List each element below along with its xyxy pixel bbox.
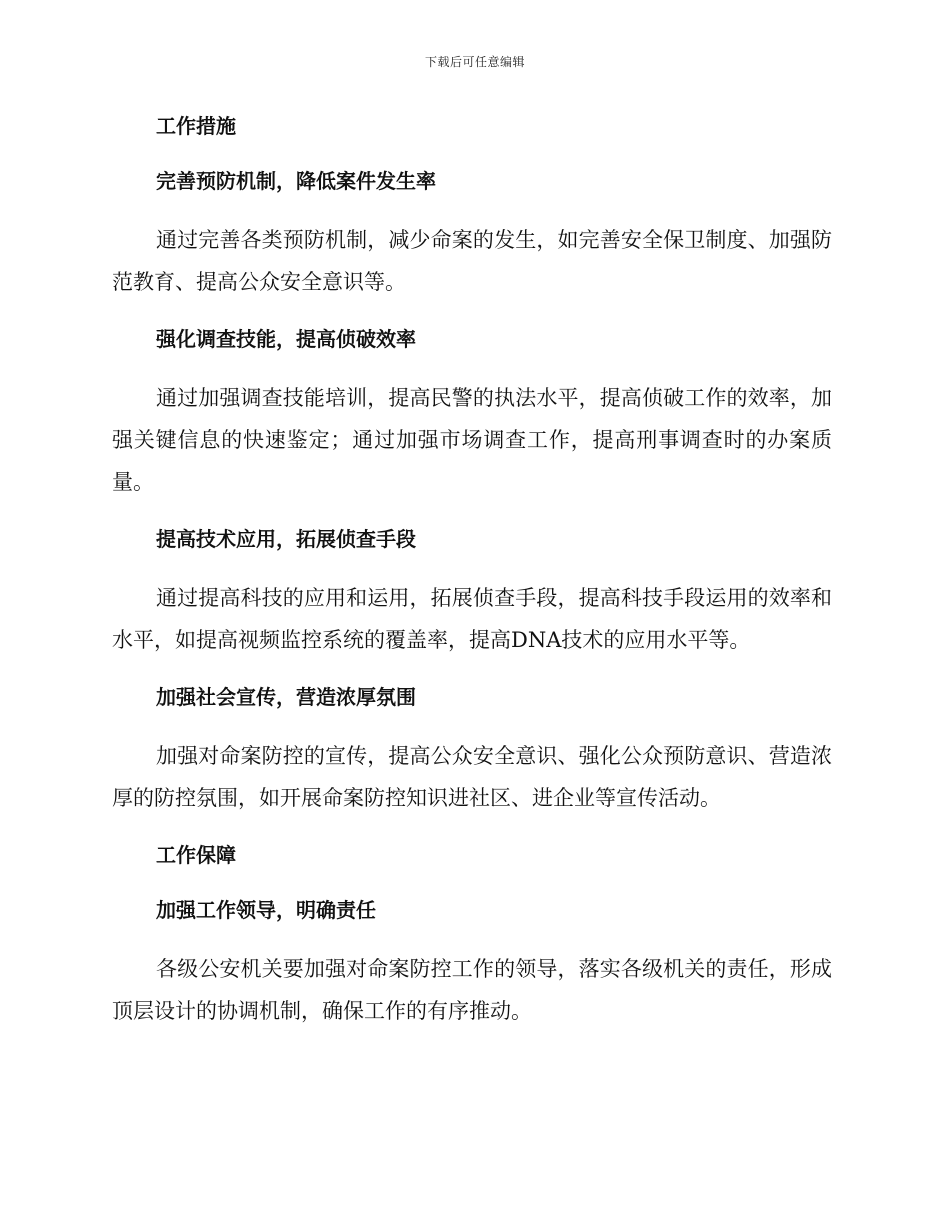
- paragraph-leadership: 各级公安机关要加强对命案防控工作的领导，落实各级机关的责任，形成顶层设计的协调机制，确保工作的有序推动。: [112, 957, 832, 1023]
- section-title-measures: 工作措施: [156, 114, 236, 138]
- subheading-investigation: 强化调查技能，提高侦破效率: [156, 327, 416, 351]
- paragraph-technology: 通过提高科技的应用和运用，拓展侦查手段，提高科技手段运用的效率和水平，如提高视频监控系统的覆盖率，提高DNA技术的应用水平等。: [112, 586, 832, 652]
- subheading-technology: 提高技术应用，拓展侦查手段: [156, 527, 416, 551]
- document-body: [112, 108, 832, 1050]
- subheading-publicity: 加强社会宣传，营造浓厚氛围: [156, 685, 416, 709]
- header-note: 下载后可任意编辑: [424, 55, 525, 69]
- section-title-guarantee: 工作保障: [156, 843, 236, 867]
- paragraph-investigation: 通过加强调查技能培训，提高民警的执法水平，提高侦破工作的效率，加强关键信息的快速鉴定；通过加强市场调查工作，提高刑事调查时的办案质量。: [112, 386, 832, 494]
- paragraph-prevention: 通过完善各类预防机制，减少命案的发生，如完善安全保卫制度、加强防范教育、提高公众安全意识等。: [112, 228, 832, 294]
- subheading-leadership: 加强工作领导，明确责任: [156, 898, 376, 922]
- paragraph-publicity: 加强对命案防控的宣传，提高公众安全意识、强化公众预防意识、营造浓厚的防控氛围，如开展命案防控知识进社区、进企业等宣传活动。: [112, 744, 832, 810]
- subheading-prevention: 完善预防机制，降低案件发生率: [156, 169, 436, 193]
